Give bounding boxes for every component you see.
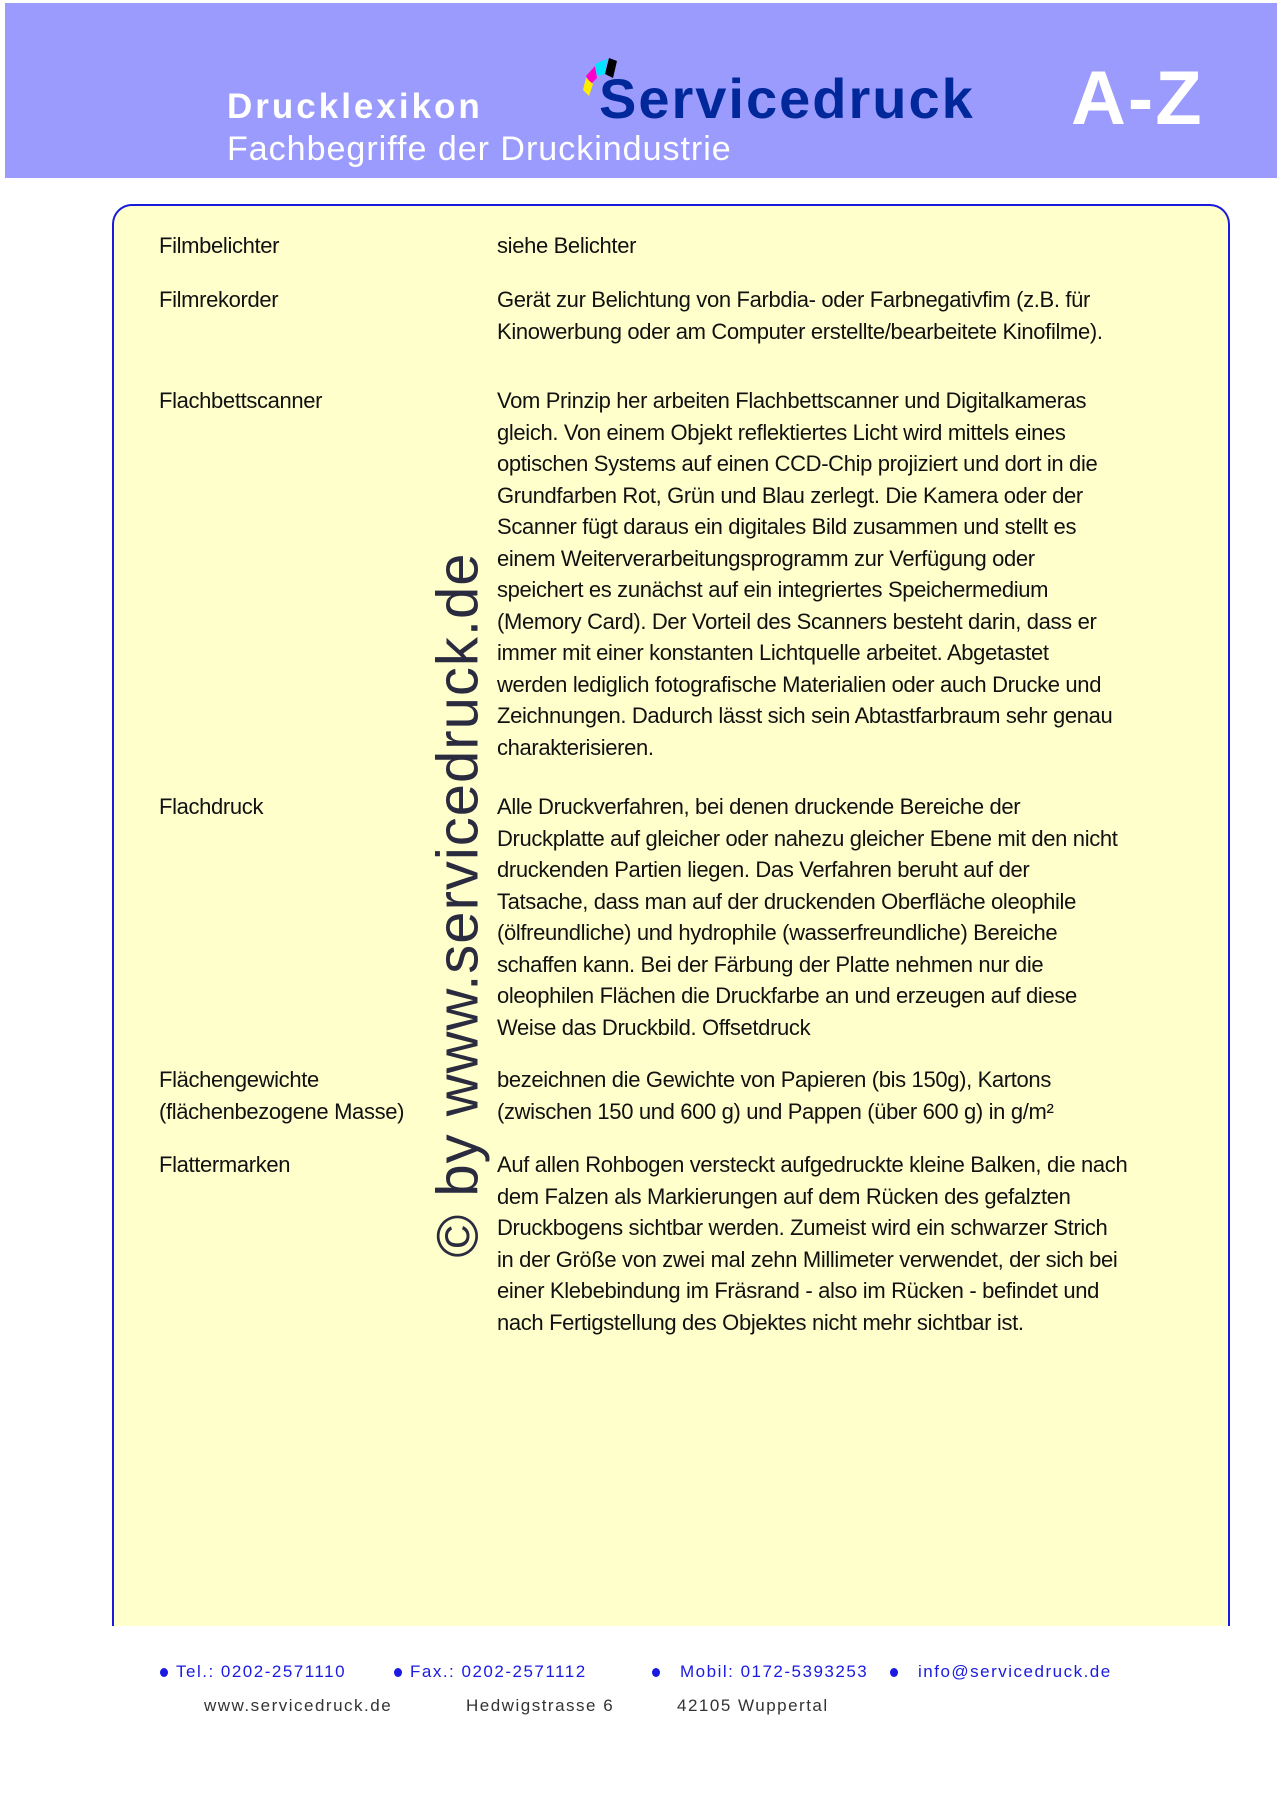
definition-line: (Memory Card). Der Vorteil des Scanners besteht darin, dass er (497, 608, 1097, 634)
term-line: Flachdruck (159, 794, 264, 819)
logo-text: Servicedruck (599, 67, 975, 130)
term-line: Flattermarken (159, 1152, 291, 1177)
definition-line: druckenden Partien liegen. Das Verfahren beruht auf der (497, 857, 1030, 882)
definition-line: Vom Prinzip her arbeiten Flachbettscanner und Digitalkameras (497, 388, 1087, 413)
definition-line: optischen Systems auf einen CCD-Chip projiziert und dort in die (497, 451, 1098, 476)
header-subtitle: Fachbegriffe der Druckindustrie (227, 130, 732, 168)
entry-definition (497, 1149, 1127, 1338)
bullet-icon (652, 1668, 660, 1677)
definition-line: dem Falzen als Markierungen auf dem Rücken des gefalzten (497, 1183, 1071, 1209)
street-text: Hedwigstrasse 6 (466, 1696, 615, 1715)
definition-line: nach Fertigstellung des Objektes nicht mehr sichtbar ist. (497, 1309, 1024, 1335)
definition-line: Kinowerbung oder am Computer erstellte/bearbeitete Kinofilme). (497, 318, 1103, 344)
definition-line: Druckbogens sichtbar werden. Zumeist wird ein schwarzer Strich (497, 1215, 1108, 1240)
entry-term (159, 385, 322, 417)
definition-line: siehe Belichter (497, 233, 637, 258)
definition-line: Scanner fügt daraus ein digitales Bild zusammen und stellt es (497, 514, 1077, 539)
range-label: A-Z (1071, 56, 1204, 141)
fax-text: Fax.: 0202-2571112 (410, 1662, 587, 1681)
entry-definition (497, 230, 636, 262)
definition-line: Zeichnungen. Dadurch lässt sich sein Abtastfarbraum sehr genau (497, 703, 1113, 728)
term-line: (flächenbezogene Masse) (159, 1098, 405, 1124)
definition-line: Gerät zur Belichtung von Farbdia- oder Farbnegativfim (z.B. für (497, 287, 1090, 312)
tel-text: Tel.: 0202-2571110 (176, 1662, 347, 1681)
email-link[interactable]: info@servicedruck.de (918, 1662, 1112, 1681)
definition-line: Auf allen Rohbogen versteckt aufgedruckte kleine Balken, die nach (497, 1152, 1128, 1177)
footer-tel (160, 1662, 346, 1682)
definition-line: Grundfarben Rot, Grün und Blau zerlegt. Die Kamera oder der (497, 482, 1083, 508)
bullet-icon (394, 1668, 402, 1677)
definition-line: in der Größe von zwei mal zehn Millimeter verwendet, der sich bei (497, 1246, 1118, 1272)
definition-line: Weise das Druckbild. Offsetdruck (497, 1014, 811, 1040)
entry-term (159, 284, 278, 316)
definition-line: Druckplatte auf gleicher oder nahezu gleicher Ebene mit den nicht (497, 825, 1118, 851)
footer-mobil (652, 1662, 868, 1682)
bullet-icon (160, 1668, 168, 1677)
footer-fax (394, 1662, 587, 1682)
definition-line: bezeichnen die Gewichte von Papieren (bis 150g), Kartons (497, 1067, 1051, 1092)
entry-term (159, 1149, 290, 1181)
term-line: Flächengewichte (159, 1067, 319, 1092)
city-text: 42105 Wuppertal (677, 1696, 829, 1715)
entry-definition (497, 1064, 1053, 1127)
entry-definition (497, 791, 1118, 1043)
definition-line: gleich. Von einem Objekt reflektiertes Licht wird mittels eines (497, 419, 1066, 445)
entry-definition (497, 385, 1112, 763)
entry-term (159, 1064, 404, 1127)
footer-email[interactable] (890, 1662, 1112, 1682)
header-title: Drucklexikon (227, 87, 483, 126)
watermark: © by www.servicedruck.de (425, 552, 491, 1258)
entry-definition (497, 284, 1103, 347)
mobil-text: Mobil: 0172-5393253 (680, 1662, 869, 1681)
definition-line: charakterisieren. (497, 734, 654, 760)
definition-line: Alle Druckverfahren, bei denen druckende Bereiche der (497, 794, 1021, 819)
definition-line: schaffen kann. Bei der Färbung der Platte nehmen nur die (497, 951, 1044, 977)
term-line: Filmbelichter (159, 233, 280, 258)
definition-line: einer Klebebindung im Fräsrand - also im Rücken - befindet und (497, 1278, 1099, 1303)
entry-term (159, 230, 279, 262)
definition-line: Tatsache, dass man auf der druckenden Oberfläche oleophile (497, 888, 1076, 914)
bullet-icon (890, 1668, 898, 1677)
definition-line: (ölfreundliche) und hydrophile (wasserfreundliche) Bereiche (497, 920, 1058, 945)
definition-line: einem Weiterverarbeitungsprogramm zur Verfügung oder (497, 545, 1035, 571)
definition-line: speichert es zunächst auf ein integriertes Speichermedium (497, 577, 1049, 602)
term-line: Flachbettscanner (159, 388, 323, 413)
definition-line: oleophilen Flächen die Druckfarbe an und erzeugen auf diese (497, 983, 1077, 1008)
servicedruck-logo (583, 58, 1003, 138)
definition-line: werden lediglich fotografische Materialien oder auch Drucke und (497, 671, 1102, 697)
entry-term (159, 791, 263, 823)
website-link[interactable]: www.servicedruck.de (204, 1696, 393, 1715)
header-band (5, 3, 1277, 178)
term-line: Filmrekorder (159, 287, 279, 312)
definition-line: (zwischen 150 und 600 g) und Pappen (über 600 g) in g/m² (497, 1098, 1054, 1124)
definition-line: immer mit einer konstanten Lichtquelle arbeitet. Abgetastet (497, 640, 1049, 665)
